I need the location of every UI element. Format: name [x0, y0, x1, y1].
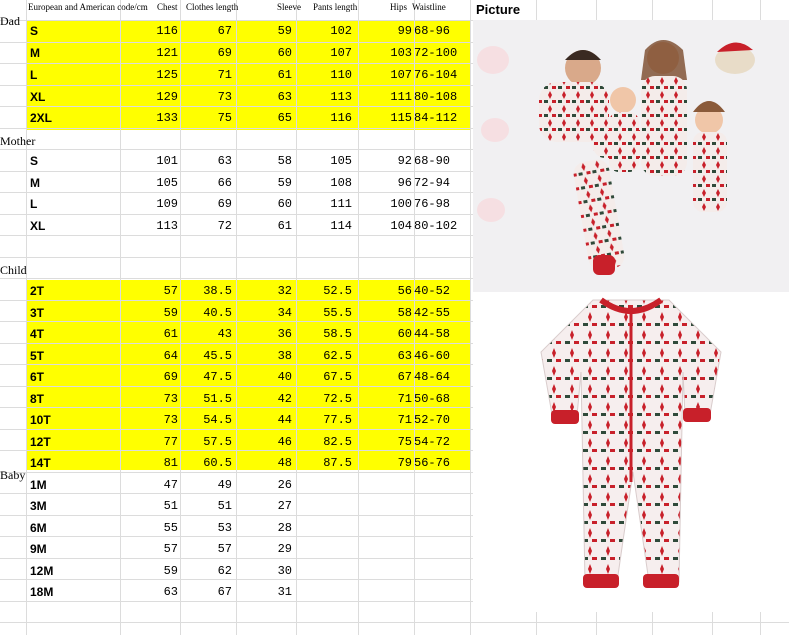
row-21-sleeve: 29	[277, 542, 292, 556]
row-17-size: 14T	[30, 456, 51, 470]
row-16-waist: 54-72	[414, 435, 451, 449]
row-1-waist: 72-100	[414, 46, 458, 60]
row-15-size: 10T	[30, 413, 51, 427]
row-18-chest: 47	[163, 478, 178, 492]
row-8-chest: 113	[156, 219, 178, 233]
row-1-pants: 107	[330, 46, 352, 60]
row-13-chest: 69	[163, 370, 178, 384]
row-7-chest: 109	[156, 197, 178, 211]
row-6-length: 66	[217, 176, 232, 190]
row-14-sleeve: 42	[277, 392, 292, 406]
family-pajama-photo	[473, 20, 789, 292]
row-14-chest: 73	[163, 392, 178, 406]
group-dad: Dad	[0, 14, 20, 28]
row-4-size: 2XL	[30, 111, 53, 125]
row-10-size: 3T	[30, 306, 45, 320]
row-18-length: 49	[217, 478, 232, 492]
row-1-sleeve: 60	[277, 46, 292, 60]
row-22-size: 12M	[30, 564, 54, 578]
row-0-hips: 99	[397, 24, 412, 38]
row-18-sleeve: 26	[277, 478, 292, 492]
row-10-sleeve: 34	[277, 306, 292, 320]
row-12-chest: 64	[163, 349, 178, 363]
row-10-waist: 42-55	[414, 306, 451, 320]
row-2-chest: 125	[156, 68, 178, 82]
row-19-size: 3M	[30, 499, 47, 513]
row-3-hips: 111	[390, 90, 412, 104]
row-10-pants: 55.5	[323, 306, 352, 320]
row-2-waist: 76-104	[414, 68, 458, 82]
row-21-chest: 57	[163, 542, 178, 556]
row-16-size: 12T	[30, 435, 51, 449]
row-1-length: 69	[217, 46, 232, 60]
row-12-sleeve: 38	[277, 349, 292, 363]
grid-vline	[236, 0, 237, 635]
row-5-length: 63	[217, 154, 232, 168]
row-14-hips: 71	[397, 392, 412, 406]
row-9-waist: 40-52	[414, 284, 451, 298]
header-waist: Waistline	[412, 2, 446, 12]
row-14-size: 8T	[30, 392, 45, 406]
row-2-length: 71	[217, 68, 232, 82]
row-8-pants: 114	[330, 219, 352, 233]
row-9-length: 38.5	[203, 284, 232, 298]
row-4-chest: 133	[156, 111, 178, 125]
row-7-sleeve: 60	[277, 197, 292, 211]
row-23-length: 67	[217, 585, 232, 599]
row-23-chest: 63	[163, 585, 178, 599]
row-13-length: 47.5	[203, 370, 232, 384]
row-22-sleeve: 30	[277, 564, 292, 578]
row-11-waist: 44-58	[414, 327, 451, 341]
row-22-chest: 59	[163, 564, 178, 578]
row-6-hips: 96	[397, 176, 412, 190]
row-16-sleeve: 46	[277, 435, 292, 449]
row-19-length: 51	[217, 499, 232, 513]
row-8-sleeve: 61	[277, 219, 292, 233]
row-12-length: 45.5	[203, 349, 232, 363]
grid-vline	[296, 0, 297, 635]
row-12-waist: 46-60	[414, 349, 451, 363]
row-5-sleeve: 58	[277, 154, 292, 168]
row-7-hips: 100	[390, 197, 412, 211]
row-11-pants: 58.5	[323, 327, 352, 341]
grid-vline	[120, 0, 121, 635]
row-3-chest: 129	[156, 90, 178, 104]
row-15-sleeve: 44	[277, 413, 292, 427]
row-7-waist: 76-98	[414, 197, 451, 211]
row-20-chest: 55	[163, 521, 178, 535]
row-4-waist: 84-112	[414, 111, 458, 125]
row-17-chest: 81	[163, 456, 178, 470]
row-9-pants: 52.5	[323, 284, 352, 298]
row-2-sleeve: 61	[277, 68, 292, 82]
row-12-size: 5T	[30, 349, 45, 363]
row-0-length: 67	[217, 24, 232, 38]
row-9-chest: 57	[163, 284, 178, 298]
row-8-hips: 104	[390, 219, 412, 233]
row-15-length: 54.5	[203, 413, 232, 427]
row-19-sleeve: 27	[277, 499, 292, 513]
picture-label: Picture	[476, 2, 521, 17]
row-22-length: 62	[217, 564, 232, 578]
row-20-size: 6M	[30, 521, 47, 535]
row-10-hips: 58	[397, 306, 412, 320]
row-13-pants: 67.5	[323, 370, 352, 384]
row-12-pants: 62.5	[323, 349, 352, 363]
header-hips: Hips	[390, 2, 408, 12]
row-0-waist: 68-96	[414, 24, 451, 38]
group-baby: Baby	[0, 468, 26, 482]
row-23-size: 18M	[30, 585, 54, 599]
row-5-waist: 68-90	[414, 154, 451, 168]
row-15-waist: 52-70	[414, 413, 451, 427]
row-11-sleeve: 36	[277, 327, 292, 341]
row-3-sleeve: 63	[277, 90, 292, 104]
row-17-waist: 56-76	[414, 456, 451, 470]
row-6-chest: 105	[156, 176, 178, 190]
row-1-chest: 121	[156, 46, 178, 60]
row-23-sleeve: 31	[277, 585, 292, 599]
grid-vline	[180, 0, 181, 635]
row-13-hips: 67	[397, 370, 412, 384]
row-17-hips: 79	[397, 456, 412, 470]
row-9-hips: 56	[397, 284, 412, 298]
row-5-hips: 92	[397, 154, 412, 168]
header-sleeve: Sleeve	[277, 2, 301, 12]
group-mother: Mother	[0, 134, 36, 148]
row-3-size: XL	[30, 90, 46, 104]
row-4-pants: 116	[330, 111, 352, 125]
row-14-waist: 50-68	[414, 392, 451, 406]
row-5-size: S	[30, 154, 39, 168]
row-6-pants: 108	[330, 176, 352, 190]
group-child: Child	[0, 263, 27, 277]
row-4-hips: 115	[390, 111, 412, 125]
row-8-waist: 80-102	[414, 219, 458, 233]
row-20-sleeve: 28	[277, 521, 292, 535]
row-3-length: 73	[217, 90, 232, 104]
row-0-sleeve: 59	[277, 24, 292, 38]
header-code: European and American code/cm	[28, 2, 148, 12]
row-3-waist: 80-108	[414, 90, 458, 104]
row-11-hips: 60	[397, 327, 412, 341]
row-3-pants: 113	[330, 90, 352, 104]
row-16-pants: 82.5	[323, 435, 352, 449]
row-7-size: L	[30, 197, 38, 211]
row-6-size: M	[30, 176, 40, 190]
row-8-length: 72	[217, 219, 232, 233]
row-9-sleeve: 32	[277, 284, 292, 298]
header-chest: Chest	[157, 2, 178, 12]
row-15-pants: 77.5	[323, 413, 352, 427]
row-13-waist: 48-64	[414, 370, 451, 384]
row-17-sleeve: 48	[277, 456, 292, 470]
row-6-sleeve: 59	[277, 176, 292, 190]
grid-hline	[0, 622, 789, 623]
row-5-pants: 105	[330, 154, 352, 168]
row-11-chest: 61	[163, 327, 178, 341]
grid-vline	[358, 0, 359, 635]
row-2-hips: 107	[390, 68, 412, 82]
row-15-chest: 73	[163, 413, 178, 427]
row-0-pants: 102	[330, 24, 352, 38]
row-4-length: 75	[217, 111, 232, 125]
row-10-length: 40.5	[203, 306, 232, 320]
row-2-size: L	[30, 68, 38, 82]
row-4-sleeve: 65	[277, 111, 292, 125]
row-9-size: 2T	[30, 284, 45, 298]
row-2-pants: 110	[330, 68, 352, 82]
row-5-chest: 101	[156, 154, 178, 168]
row-7-length: 69	[217, 197, 232, 211]
row-16-chest: 77	[163, 435, 178, 449]
row-1-size: M	[30, 46, 40, 60]
row-14-length: 51.5	[203, 392, 232, 406]
row-13-size: 6T	[30, 370, 45, 384]
row-17-pants: 87.5	[323, 456, 352, 470]
row-8-size: XL	[30, 219, 46, 233]
row-1-hips: 103	[390, 46, 412, 60]
row-6-waist: 72-94	[414, 176, 451, 190]
row-16-length: 57.5	[203, 435, 232, 449]
row-21-length: 57	[217, 542, 232, 556]
row-13-sleeve: 40	[277, 370, 292, 384]
header-pants: Pants length	[313, 2, 358, 12]
grid-vline	[26, 0, 27, 635]
row-11-length: 43	[217, 327, 232, 341]
row-0-chest: 116	[156, 24, 178, 38]
row-21-size: 9M	[30, 542, 47, 556]
row-17-length: 60.5	[203, 456, 232, 470]
row-11-size: 4T	[30, 327, 45, 341]
row-14-pants: 72.5	[323, 392, 352, 406]
row-18-size: 1M	[30, 478, 47, 492]
row-12-hips: 63	[397, 349, 412, 363]
row-0-size: S	[30, 24, 39, 38]
row-19-chest: 51	[163, 499, 178, 513]
row-20-length: 53	[217, 521, 232, 535]
row-10-chest: 59	[163, 306, 178, 320]
row-16-hips: 75	[397, 435, 412, 449]
baby-romper-photo	[473, 292, 789, 612]
row-7-pants: 111	[330, 197, 352, 211]
row-15-hips: 71	[397, 413, 412, 427]
header-length: Clothes length	[186, 2, 239, 12]
